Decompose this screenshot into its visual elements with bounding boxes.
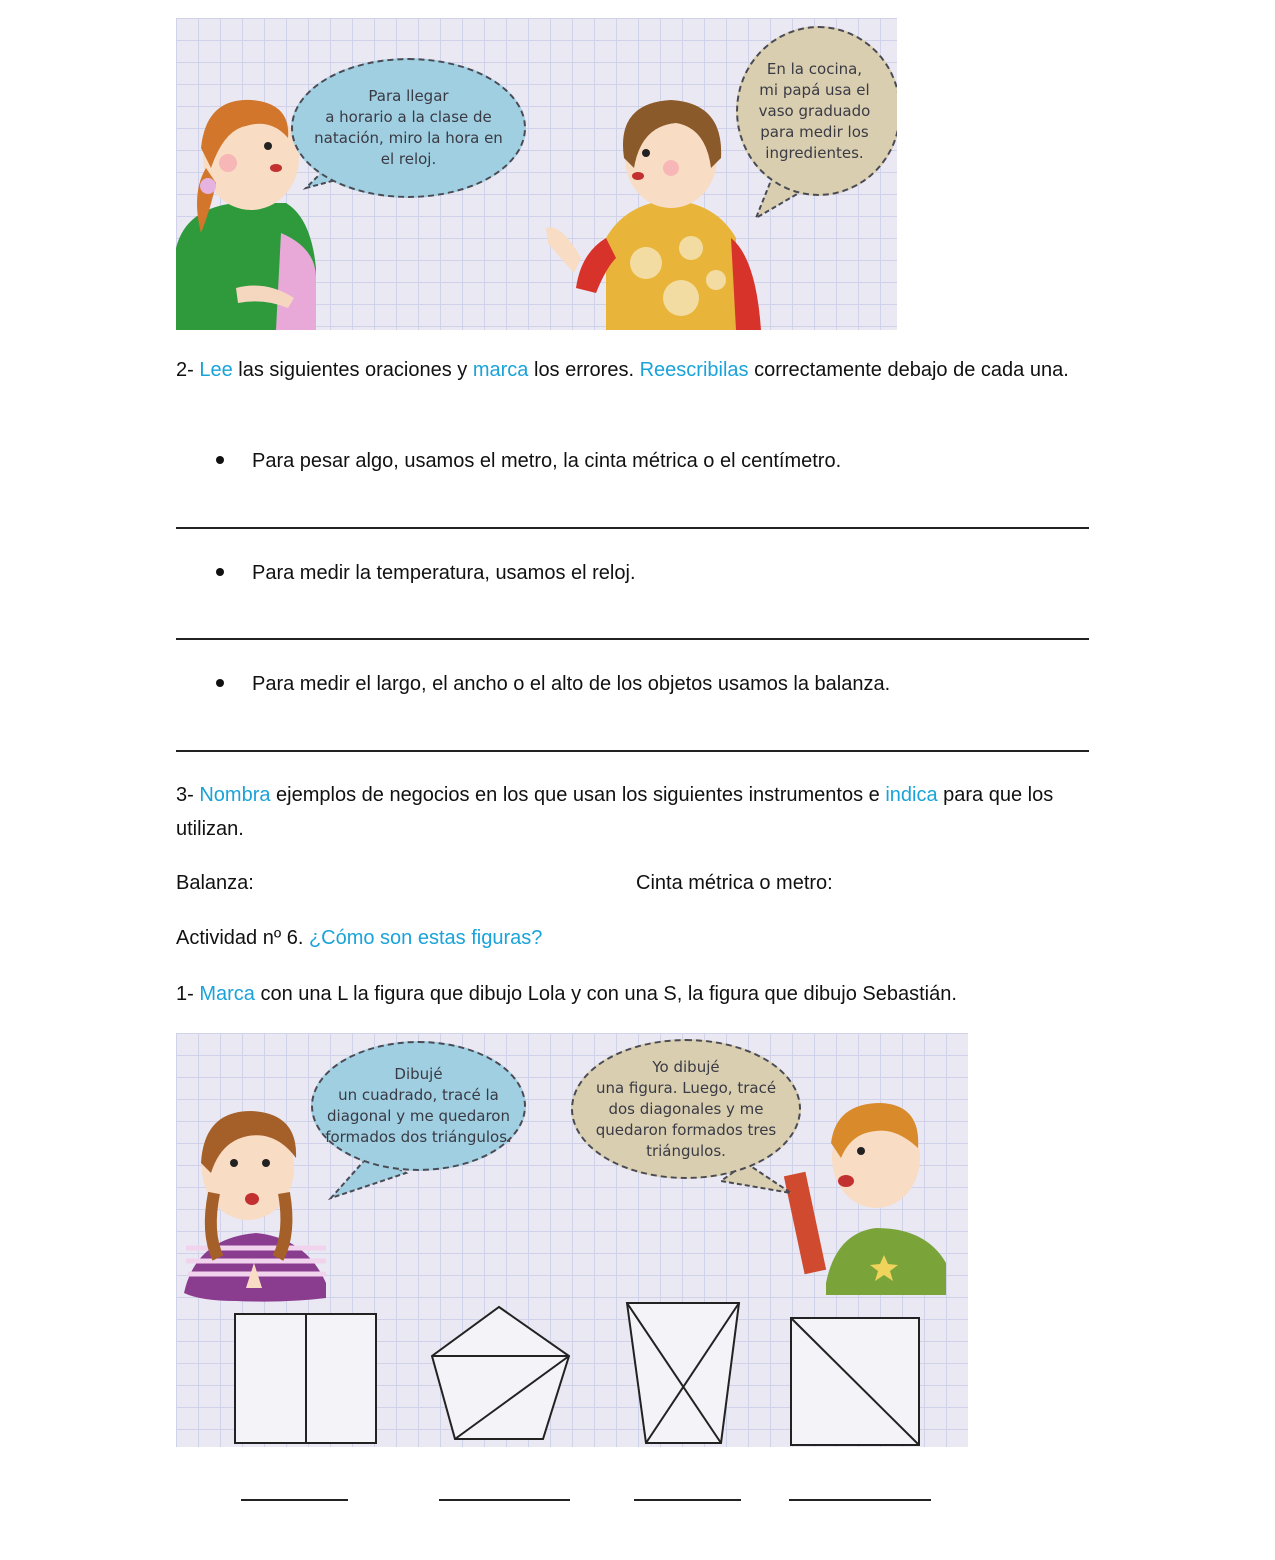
- top-illustration: [176, 18, 897, 330]
- bullet-text-2: Para medir la temperatura, usamos el reloj.: [252, 562, 636, 584]
- q2-prefix: 2-: [176, 359, 200, 381]
- figure-pentagon-diagonals: [432, 1307, 569, 1439]
- q3-text-1: ejemplos de negocios en los que usan los siguientes instrumentos e: [270, 784, 886, 806]
- sebastian-figure: [784, 1103, 946, 1295]
- answer-blank-3[interactable]: [634, 1499, 741, 1501]
- activity-subtitle: ¿Cómo son estas figuras?: [308, 927, 543, 949]
- label-balanza: Balanza:: [176, 872, 254, 894]
- q2-text-2: los errores.: [528, 359, 640, 381]
- girl-right-figure: [546, 100, 761, 330]
- bullet-item-3: [216, 673, 890, 696]
- figure-trapezoid-diagonals: [627, 1303, 739, 1443]
- question-2: [176, 353, 1101, 387]
- answer-line-1[interactable]: [176, 527, 1089, 529]
- bullet-icon: [216, 456, 224, 464]
- q2-verb-marca: marca: [472, 359, 529, 381]
- answer-blank-1[interactable]: [241, 1499, 348, 1501]
- bullet-icon: [216, 679, 224, 687]
- answer-line-3[interactable]: [176, 750, 1089, 752]
- speech-bubble-right: En la cocina, mi papá usa el vaso graduado para medir los ingredientes.: [736, 26, 897, 196]
- speech-bubble-lola: Dibujé un cuadrado, tracé la diagonal y me quedaron formados dos triángulos.: [311, 1041, 526, 1171]
- q2-text-3: correctamente debajo de cada una.: [748, 359, 1069, 381]
- bottom-illustration: [176, 1033, 968, 1447]
- bullet-item-2: [216, 562, 636, 585]
- q3-text-2: para que los utilizan.: [176, 784, 1054, 840]
- question-3: [176, 778, 1101, 846]
- speech-bubble-left: Para llegar a horario a la clase de natación, miro la hora en el reloj.: [291, 58, 526, 198]
- bullet-icon: [216, 568, 224, 576]
- lola-figure: [184, 1111, 326, 1302]
- q1-prefix: 1-: [176, 983, 200, 1005]
- activity-heading: [176, 927, 542, 950]
- bullet-text-3: Para medir el largo, el ancho o el alto de los objetos usamos la balanza.: [252, 673, 891, 695]
- q3-verb-indica: indica: [885, 784, 938, 806]
- figure-square-one-diagonal: [791, 1318, 919, 1445]
- answer-blank-2[interactable]: [439, 1499, 570, 1501]
- q3-verb-nombra: Nombra: [199, 784, 271, 806]
- q1-verb-marca: Marca: [199, 983, 255, 1005]
- q1-text-1: con una L la figura que dibujo Lola y con una S, la figura que dibujo Sebastián.: [254, 983, 957, 1005]
- q2-verb-lee: Lee: [199, 359, 233, 381]
- speech-bubble-sebastian: Yo dibujé una figura. Luego, tracé dos diagonales y me quedaron formados tres triángulos.: [571, 1039, 801, 1179]
- figure-square-vertical-line: [235, 1314, 376, 1443]
- geometric-figures: [235, 1303, 919, 1445]
- label-cinta-metrica: Cinta métrica o metro:: [636, 872, 833, 894]
- answer-line-2[interactable]: [176, 638, 1089, 640]
- q2-verb-reescribilas: Reescribilas: [639, 359, 749, 381]
- bullet-text-1: Para pesar algo, usamos el metro, la cinta métrica o el centímetro.: [252, 450, 842, 472]
- q2-text-1: las siguientes oraciones y: [232, 359, 473, 381]
- answer-blank-4[interactable]: [789, 1499, 931, 1501]
- question-1: [176, 977, 1101, 1011]
- activity-title: Actividad nº 6.: [176, 927, 309, 949]
- q3-prefix: 3-: [176, 784, 200, 806]
- bullet-item-1: [216, 450, 841, 473]
